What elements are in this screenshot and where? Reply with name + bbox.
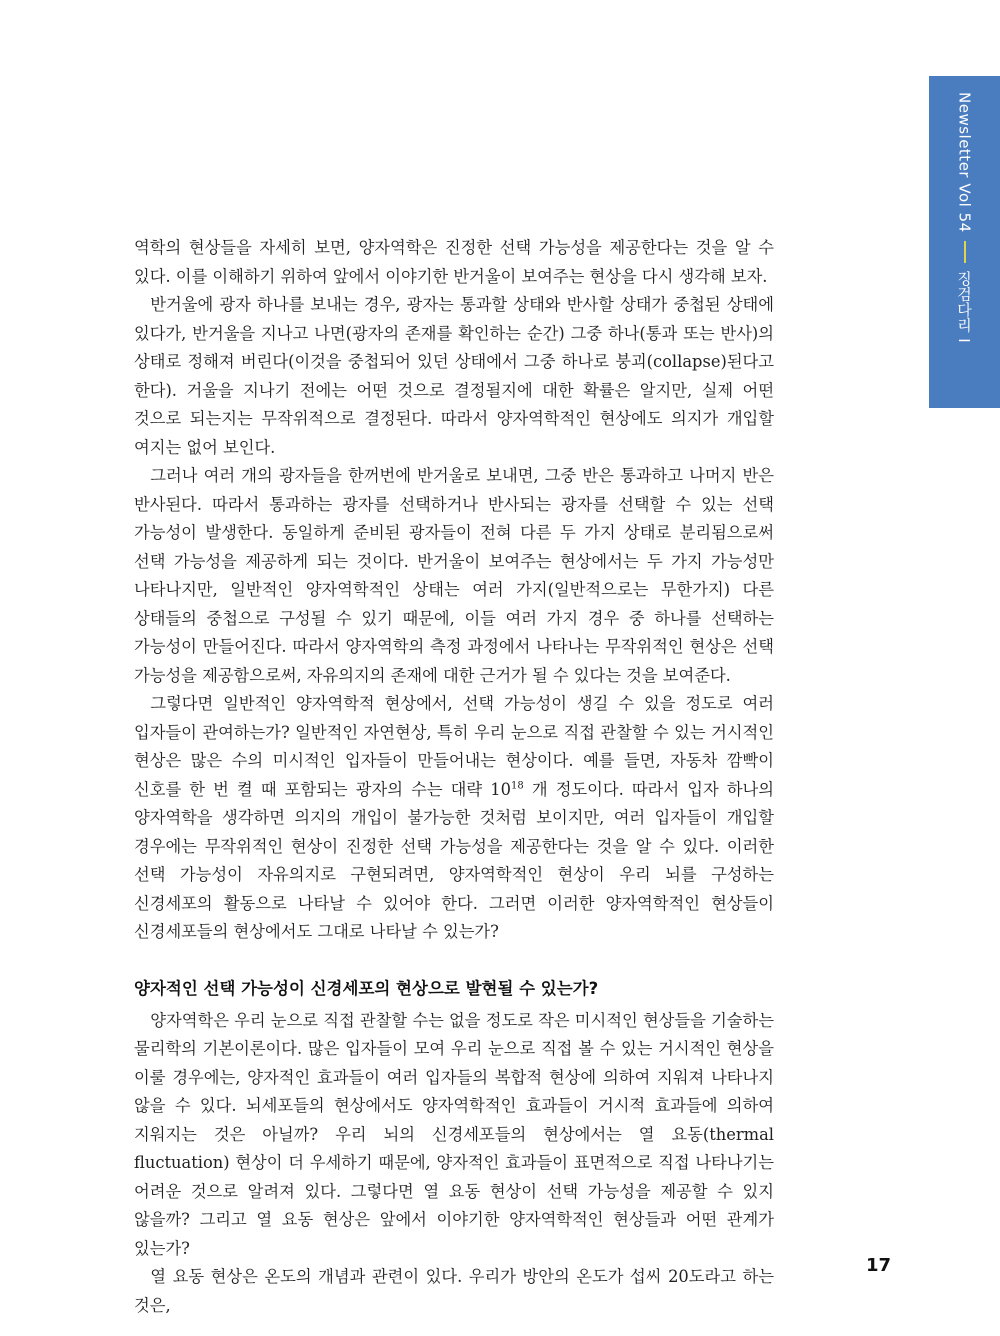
paragraph-4-part-b: 개 정도이다. 따라서 입자 하나의 양자역학을 생각하면 의지의 개입이 불가능한 것처럼 보이지만, 여러 입자들이 개입할 경우에는 무작위적인 현상이 진정한 선택 가능성을 제공한다는 것을 알 수 있다. 이러한 선택 가능성이 자유의지로 구현되려면, 양자역학적인 현상이 우리 뇌를 구성하는 신경세포의 활동으로 나타날 수 있어야 한다. 그러면 이러한 양자역학적인 현상들이 신경세포들의 현상에서도 그대로 나타날 수 있는가? [134, 779, 774, 941]
paragraph-5: 양자역학은 우리 눈으로 직접 관찰할 수는 없을 정도로 작은 미시적인 현상들을 기술하는 물리학의 기본이론이다. 많은 입자들이 모여 우리 눈으로 직접 볼 수 있는 거시적인 현상을 이룰 경우에는, 양자적인 효과들이 여러 입자들의 복합적 현상에 의하여 지워져 나타나지 않을 수 있다. 뇌세포들의 현상에서도 양자역학적인 효과들이 거시적 효과들에 의하여 지워지는 것은 아닐까? 우리 뇌의 신경세포들의 현상에서는 열 요동(thermal fluctuation) 현상이 더 우세하기 때문에, 양자적인 효과들이 표면적으로 직접 나타나기는 어려운 것으로 알려져 있다. 그렇다면 열 요동 현상이 선택 가능성을 제공할 수 있지 않을까? 그리고 열 요동 현상은 앞에서 이야기한 양자역학적인 현상들과 어떤 관계가 있는가? [134, 1010, 774, 1258]
newsletter-volume-label: Newsletter Vol 54 [955, 92, 974, 233]
side-tab-text [929, 76, 1000, 408]
tab-divider [964, 241, 966, 263]
section-heading: 양자적인 선택 가능성이 신경세포의 현상으로 발현될 수 있는가? [134, 978, 599, 998]
section-label: 징검다리 I [955, 270, 973, 343]
newsletter-side-tab [929, 76, 1000, 408]
exponent: 18 [510, 780, 524, 792]
paragraph-3: 그러나 여러 개의 광자들을 한꺼번에 반거울로 보내면, 그중 반은 통과하고 나머지 반은 반사된다. 따라서 통과하는 광자를 선택하거나 반사되는 광자를 선택할 수 있는 선택 가능성이 발생한다. 동일하게 준비된 광자들이 전혀 다른 두 가지 상태로 분리됨으로써 선택 가능성을 제공하게 되는 것이다. 반거울이 보여주는 현상에서는 두 가지 가능성만 나타나지만, 일반적인 양자역학적인 상태는 여러 가지(일반적으로는 무한가지) 다른 상태들의 중첩으로 구성될 수 있기 때문에, 이들 여러 가지 경우 중 하나를 선택하는 가능성이 만들어진다. 따라서 양자역학의 측정 과정에서 나타나는 무작위적인 현상은 선택 가능성을 제공함으로써, 자유의지의 존재에 대한 근거가 될 수 있다는 것을 보여준다. [134, 466, 774, 685]
paragraph-2: 반거울에 광자 하나를 보내는 경우, 광자는 통과할 상태와 반사할 상태가 중첩된 상태에 있다가, 반거울을 지나고 나면(광자의 존재를 확인하는 순간) 그중 하나(통과 또는 반사)의 상태로 정해져 버린다(이것을 중첩되어 있던 상태에서 그중 하나로 붕괴(collapse)된다고 한다). 거울을 지나기 전에는 어떤 것으로 결정될지에 대한 확률은 알지만, 실제 어떤 것으로 되는지는 무작위적으로 결정된다. 따라서 양자역학적인 현상에도 의지가 개입할 여지는 없어 보인다. [134, 295, 774, 457]
paragraph-6: 열 요동 현상은 온도의 개념과 관련이 있다. 우리가 방안의 온도가 섭씨 20도라고 하는 것은, [134, 1267, 774, 1315]
article-body [134, 234, 774, 1320]
paragraph-4-part-a: 그렇다면 일반적인 양자역학적 현상에서, 선택 가능성이 생길 수 있을 정도로 여러 입자들이 관여하는가? 일반적인 자연현상, 특히 우리 눈으로 직접 관찰할 수 있는 거시적인 현상은 많은 수의 미시적인 입자들이 만들어내는 현상이다. 예를 들면, 자동차 깜빡이 신호를 한 번 켤 때 포함되는 광자의 수는 대략 10 [134, 694, 774, 799]
page-number: 17 [866, 1255, 892, 1276]
paragraph-4 [134, 690, 774, 947]
paragraph-1: 역학의 현상들을 자세히 보면, 양자역학은 진정한 선택 가능성을 제공한다는 것을 알 수 있다. 이를 이해하기 위하여 앞에서 이야기한 반거울이 보여주는 현상을 다시 생각해 보자. [134, 238, 774, 286]
